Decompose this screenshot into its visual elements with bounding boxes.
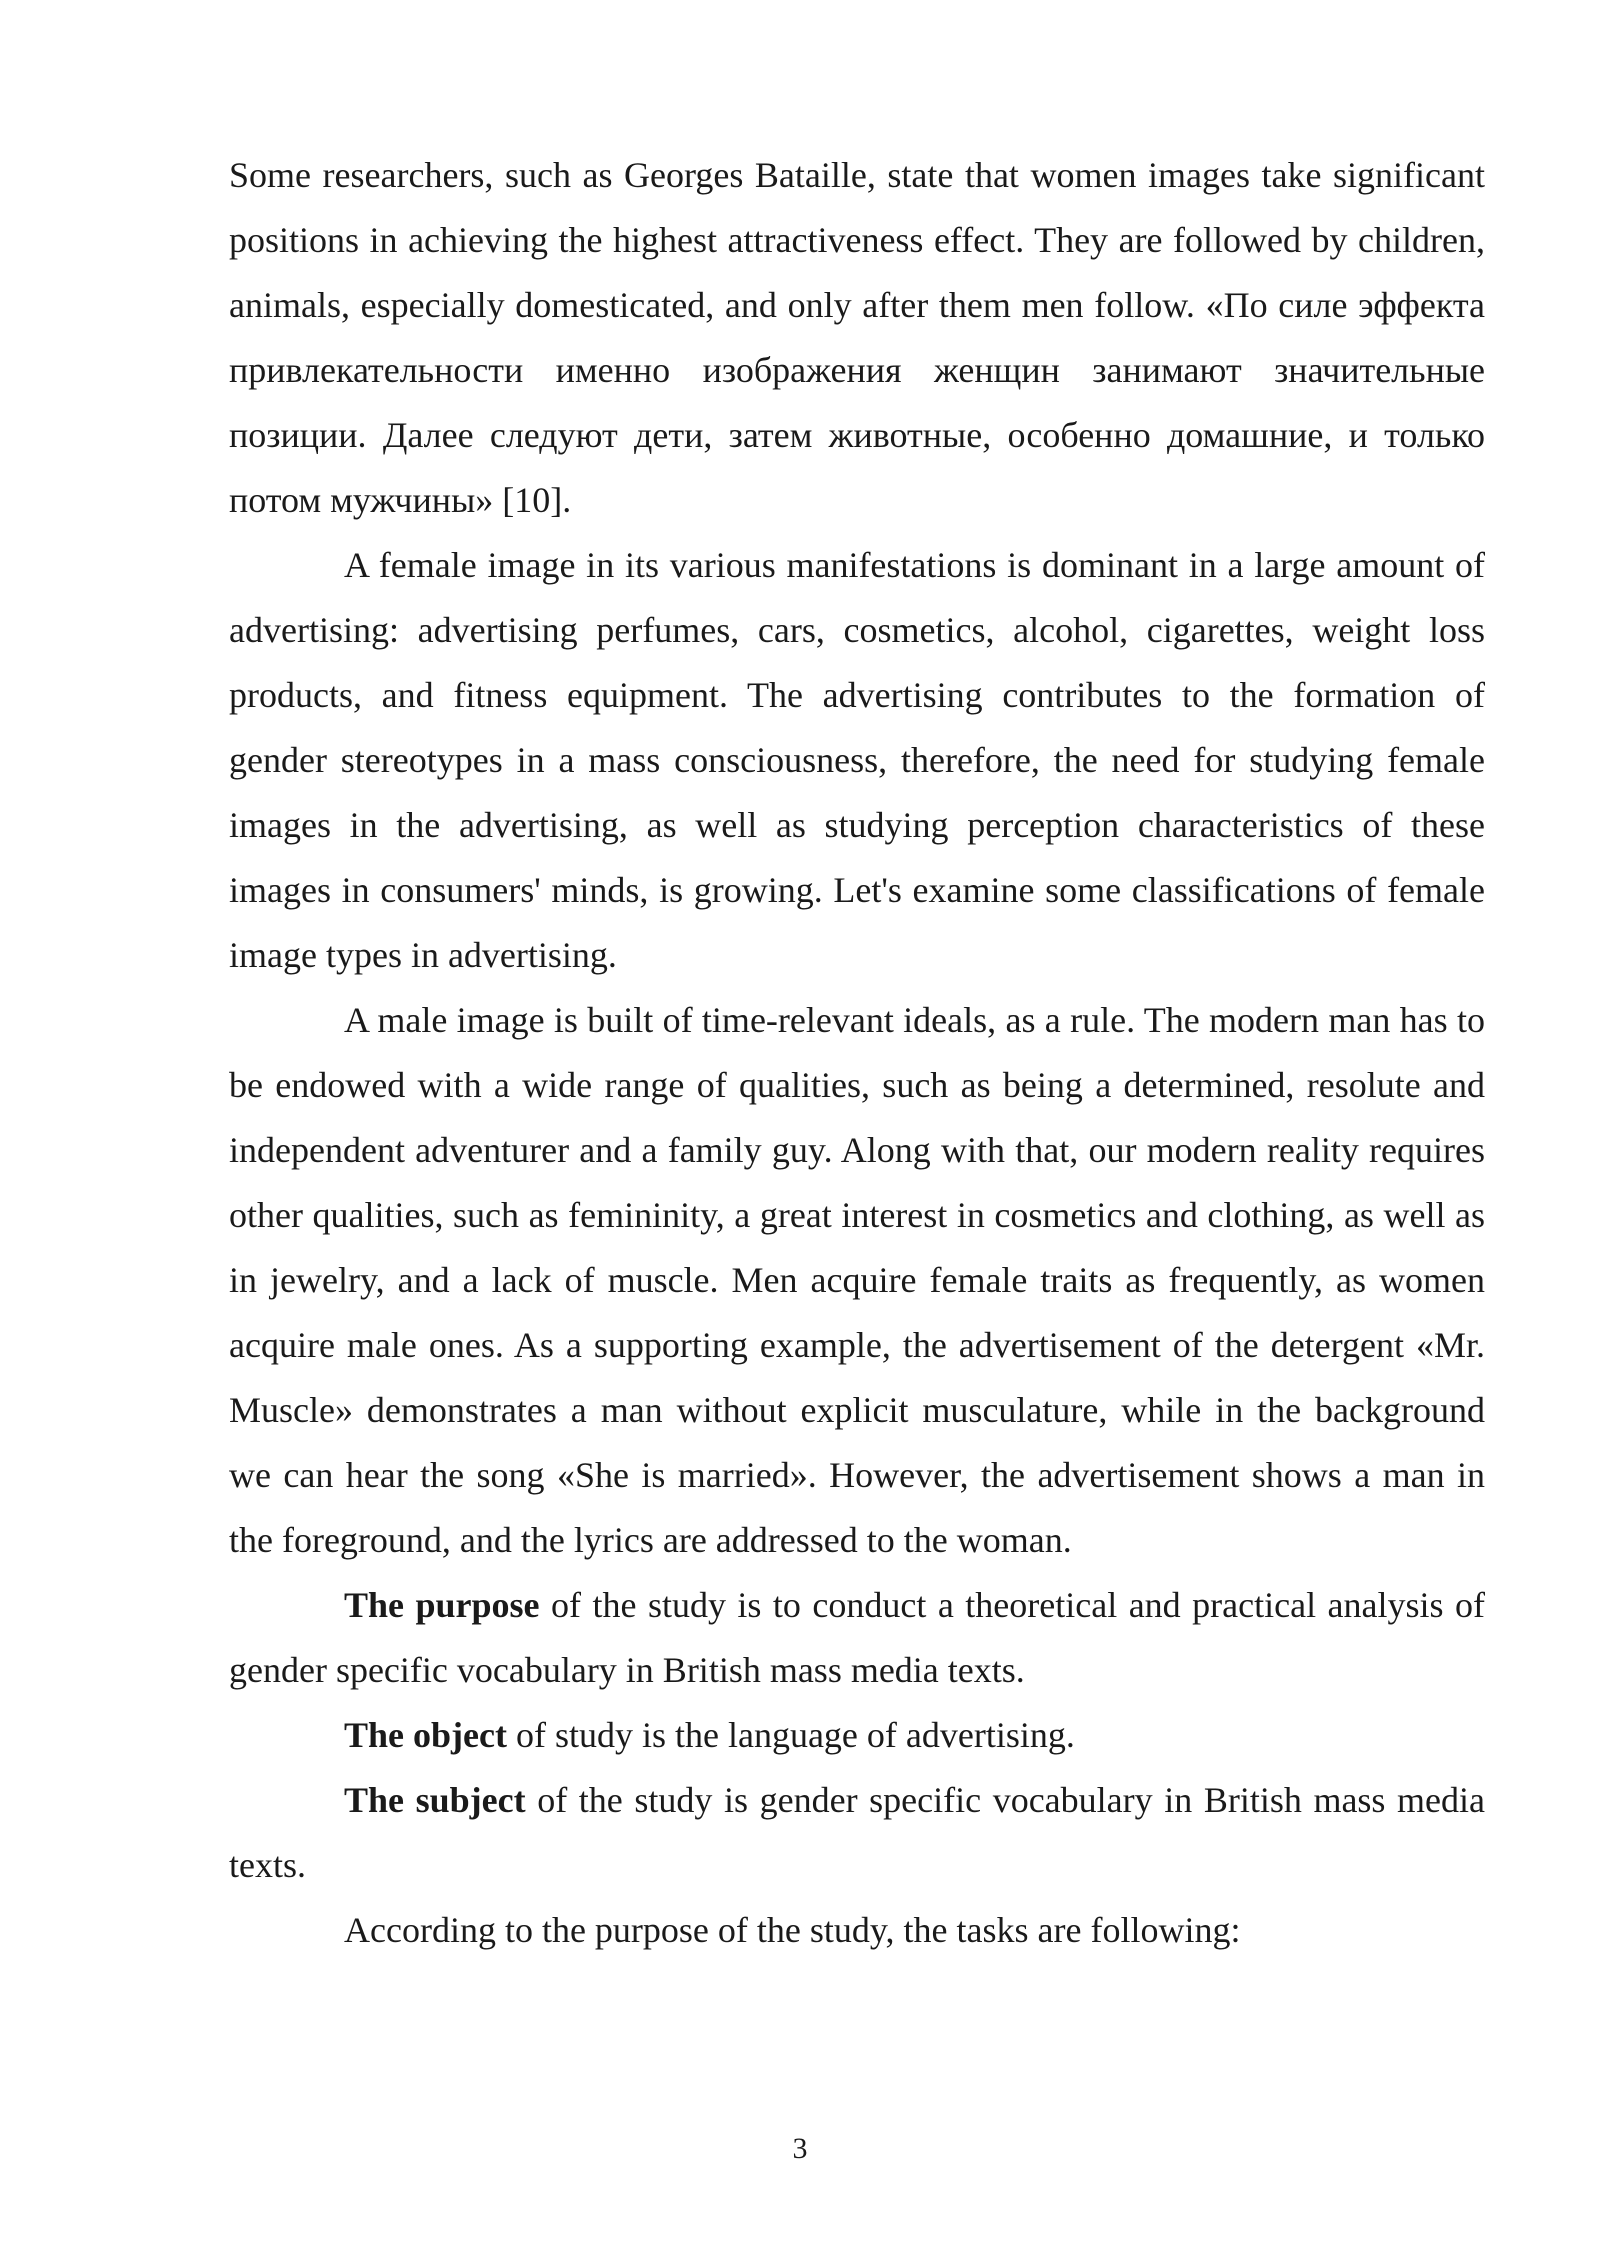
paragraph-text: A male image is built of time-relevant ideals, as a rule. The modern man has to be endowed with a wide range of qualities, such as being a determined, resolute and independent adventurer and a family guy. Along with that, our modern reality requires other qualities, such as femininity, a great interest in cosmetics and clothing, as well as in jewelry, and a lack of muscle. Men acquire female traits as frequently, as women acquire male ones. As a supporting example, the advertisement of the detergent «Mr. Muscle» demonstrates a man without explicit musculature, while in the background we can hear the song «She is married». However, the advertisement shows a man in the foreground, and the lyrics are addressed to the woman.: [229, 1000, 1485, 1560]
paragraph-female-image: [229, 533, 1485, 988]
paragraph-lead-term: The object: [344, 1715, 507, 1755]
paragraph-object: [229, 1703, 1485, 1768]
paragraph-bataille: [229, 143, 1485, 533]
paragraph-tasks-intro: [229, 1898, 1485, 1963]
paragraph-text: of the study is gender specific vocabulary in British mass media texts.: [229, 1780, 1486, 1885]
paragraph-text: of the study is to conduct a theoretical and practical analysis of gender specific vocabulary in British mass media texts.: [229, 1585, 1485, 1690]
paragraph-purpose: [229, 1573, 1485, 1703]
page-number: 3: [792, 2132, 808, 2165]
paragraph-lead-term: The purpose: [344, 1585, 540, 1625]
paragraph-text: Some researchers, such as Georges Bataille, state that women images take significant positions in achieving the highest attractiveness effect. They are followed by children, animals, especially domesticated, and only after them men follow. «По силе эффекта привлекательности именно изображения женщин занимают значительные позиции. Далее следуют дети, затем животные, особенно домашние, и только потом мужчины» [10].: [229, 155, 1485, 520]
paragraph-male-image: [229, 988, 1485, 1573]
paragraph-text: of study is the language of advertising.: [506, 1715, 1075, 1755]
paragraph-subject: [229, 1768, 1485, 1898]
paragraph-lead-term: The subject: [344, 1780, 526, 1820]
paragraph-text: A female image in its various manifestations is dominant in a large amount of advertising: advertising perfumes, cars, cosmetics, alcohol, cigarettes, weight loss products, and fitness equipment. The advertising contributes to the formation of gender stereotypes in a mass consciousness, therefore, the need for studying female images in the advertising, as well as studying perception characteristics of these images in consumers' minds, is growing. Let's examine some classifications of female image types in advertising.: [229, 545, 1485, 975]
body-text: [229, 143, 1485, 1963]
paragraph-text: According to the purpose of the study, the tasks are following:: [344, 1910, 1241, 1950]
